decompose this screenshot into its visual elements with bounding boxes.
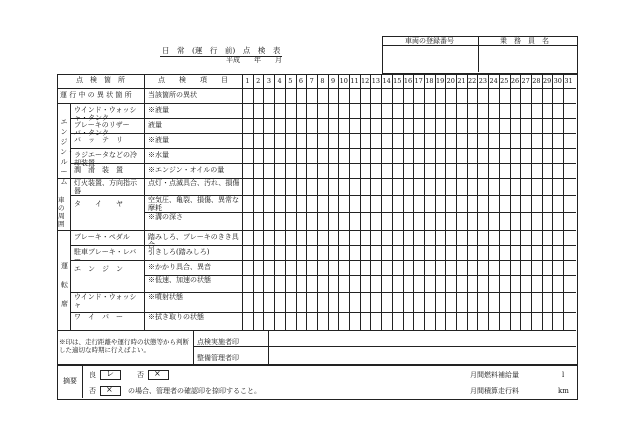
row-point-label: タ イ ヤ <box>74 200 123 208</box>
day-column-line <box>370 74 371 330</box>
row-item-label: ※かかり具合、異音 <box>148 263 211 271</box>
row-item-label: 空気圧、亀裂、損傷、異常な摩耗 <box>148 196 239 212</box>
row-line <box>70 312 576 313</box>
no-label-1: 否 <box>137 371 144 379</box>
day-column-line <box>253 74 254 330</box>
day-number: 4 <box>277 77 282 85</box>
day-number: 21 <box>457 77 466 85</box>
day-column-line <box>413 74 414 330</box>
group-around-vehicle: 車の周囲 <box>58 196 65 228</box>
day-column-line <box>456 74 457 330</box>
group-driver-seat-3: 席 <box>61 300 68 308</box>
day-number: 7 <box>309 77 314 85</box>
day-number: 23 <box>478 77 488 85</box>
stamp-row-line <box>193 346 576 347</box>
day-number: 17 <box>414 77 423 85</box>
group-engine-room: エンジン・ルーム <box>60 118 74 186</box>
day-number: 8 <box>320 77 325 85</box>
day-column-line <box>274 74 275 330</box>
day-number: 9 <box>331 77 336 85</box>
day-number: 1 <box>245 77 250 85</box>
day-number: 22 <box>468 77 477 85</box>
cross-mark-2: × <box>106 385 113 394</box>
day-column-line <box>424 74 425 330</box>
row-point-label: ブレーキのリザーバ・タンク <box>74 121 130 137</box>
row-point-label: 運 行 中 の 異 状 箇 所 <box>60 91 132 99</box>
row-line <box>70 245 576 246</box>
day-column-line <box>392 74 393 330</box>
day-number: 24 <box>489 77 498 85</box>
day-column-line <box>542 74 543 330</box>
cross-mark-1: × <box>154 369 161 378</box>
row-item-label: 点灯・点滅具合、汚れ、損傷 <box>148 179 240 187</box>
good-label: 良 <box>89 371 96 379</box>
vehicle-reg-label: 車両の登録番号 <box>405 37 454 45</box>
day-column-line <box>349 74 350 330</box>
row-item-label: ※低速、加速の状態 <box>148 276 211 284</box>
row-line <box>70 148 576 149</box>
day-number: 13 <box>371 77 381 85</box>
note-stamp-divider <box>193 330 194 364</box>
mileage-unit: km <box>558 387 569 395</box>
sheet-title: 日 常 (運 行 前) 点 検 表 <box>162 46 281 55</box>
day-number: 2 <box>256 77 261 85</box>
row-point-label: バ ッ テ リ <box>74 136 123 144</box>
row-point-label: ウインド・ウォッシャ・タンク <box>74 106 137 122</box>
day-column-line <box>510 74 511 330</box>
row-point-label: ウインド・ウォッシャ <box>74 293 137 309</box>
row-point-label: 灯火装置、方向指示器 <box>74 179 137 195</box>
group-driver-seat-2: 転 <box>61 281 68 289</box>
row-point-label: 潤 滑 装 置 <box>74 166 123 174</box>
day-column-line <box>520 74 521 330</box>
day-number: 18 <box>425 77 434 85</box>
stamp-label-divider <box>268 330 269 364</box>
row-line <box>70 163 576 164</box>
day-number: 25 <box>500 77 509 85</box>
day-column-line <box>263 74 264 330</box>
row-item-label: 引きしろ(踏みしろ) <box>148 248 210 256</box>
no-label-2: 否 <box>89 387 96 395</box>
day-column-line <box>403 74 404 330</box>
group-column-divider <box>70 103 71 330</box>
day-number: 10 <box>339 77 348 85</box>
row-item-label: 液量 <box>148 121 162 129</box>
day-number: 28 <box>532 77 541 85</box>
maintenance-stamp-label: 整備管理者印 <box>197 354 239 362</box>
col-point-header: 点 検 箇 所 <box>76 76 125 84</box>
day-column-line <box>285 74 286 330</box>
fuel-label: 月間燃料補給量 <box>470 371 519 379</box>
row-point-label: 駐車ブレーキ・レバー <box>74 248 137 264</box>
remarks-label: 摘要 <box>63 377 77 385</box>
day-column-line <box>317 74 318 330</box>
day-column-line <box>306 74 307 330</box>
no-instruction: の場合、管理者の確認印を捺印すること。 <box>128 387 261 395</box>
fuel-unit: l <box>562 371 565 379</box>
item-days-divider <box>242 74 243 330</box>
day-number: 27 <box>521 77 530 85</box>
row-point-label: ブレーキ・ペダル <box>74 233 130 241</box>
day-number: 12 <box>361 77 370 85</box>
row-line <box>70 195 576 196</box>
row-item-label: ※溝の深さ <box>148 213 183 221</box>
group-driver-seat-1: 運 <box>61 262 68 270</box>
row-line <box>57 330 576 331</box>
day-number: 20 <box>446 77 455 85</box>
row-item-label: ※液量 <box>148 106 169 114</box>
day-number: 31 <box>564 77 573 85</box>
note-text: ※印は、走行距離や運行時の状態等から判断した適切な時期に行えばよい。 <box>59 338 189 354</box>
row-item-label: ※拭き取りの状態 <box>148 313 204 321</box>
day-number: 26 <box>510 77 520 85</box>
row-line <box>70 118 576 119</box>
check-mark: レ <box>106 369 114 378</box>
day-number: 29 <box>542 77 552 85</box>
day-number: 16 <box>403 77 413 85</box>
col-item-header: 点 検 項 目 <box>158 76 228 84</box>
day-column-line <box>499 74 500 330</box>
day-column-line <box>552 74 553 330</box>
day-column-line <box>360 74 361 330</box>
row-item-label: ※水量 <box>148 151 169 159</box>
day-column-line <box>563 74 564 330</box>
day-column-line <box>435 74 436 330</box>
day-number: 11 <box>350 77 359 85</box>
day-number: 5 <box>288 77 293 85</box>
day-column-line <box>477 74 478 330</box>
day-number: 19 <box>435 77 445 85</box>
day-column-line <box>531 74 532 330</box>
row-line <box>70 260 576 261</box>
day-column-line <box>328 74 329 330</box>
inspector-stamp-label: 点検実施者印 <box>197 338 239 346</box>
day-number: 30 <box>553 77 562 85</box>
row-point-label: ワ イ パ ー <box>74 313 123 321</box>
crew-name-label: 乗 務 員 名 <box>500 37 549 45</box>
row-point-label: ラジエータなどの冷却装置 <box>74 151 137 167</box>
row-point-label: エ ン ジ ン <box>74 265 123 273</box>
day-number: 6 <box>298 77 304 85</box>
point-item-divider <box>144 74 145 330</box>
day-column-line <box>296 74 297 330</box>
day-column-line <box>338 74 339 330</box>
day-column-line <box>467 74 468 330</box>
row-item-label: 踏みしろ、ブレーキのきき具合 <box>148 233 239 249</box>
row-item-label: 当該箇所の異状 <box>148 91 197 99</box>
row-item-label: ※エンジン・オイルの量 <box>148 166 225 174</box>
day-column-line <box>445 74 446 330</box>
day-number: 15 <box>393 77 402 85</box>
day-number: 14 <box>382 77 391 85</box>
era-date: 平成 年 月 <box>226 56 282 64</box>
row-line <box>70 292 576 293</box>
row-item-label: ※液量 <box>148 136 169 144</box>
day-number: 3 <box>266 77 271 85</box>
row-item-label: ※噴射状態 <box>148 293 183 301</box>
row-line <box>70 133 576 134</box>
mileage-label: 月間積算走行料 <box>470 387 519 395</box>
day-column-line <box>381 74 382 330</box>
day-column-line <box>488 74 489 330</box>
